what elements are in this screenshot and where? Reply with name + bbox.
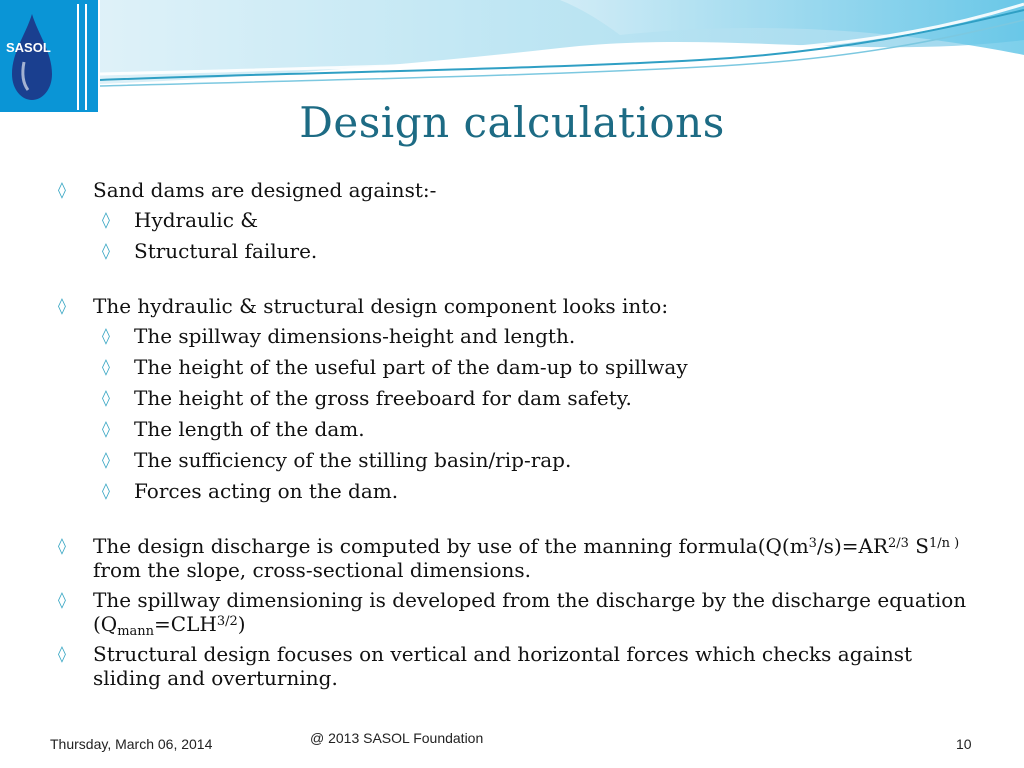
sub-bullet-item: [58, 239, 978, 263]
bullet-item-manning-formula: [58, 534, 978, 582]
bullet-text: Sand dams are designed against:-: [93, 178, 437, 202]
sub-bullet-item: [58, 448, 978, 472]
sub-bullet-item: [58, 386, 978, 410]
water-drop-icon: [0, 0, 98, 112]
bullet-text: The spillway dimensioning is developed from the discharge by the discharge equation $(Q_{mann}=CLH^{3/2})$: [93, 588, 967, 639]
slide-content: [58, 178, 978, 696]
diamond-bullet-icon: ◊: [102, 357, 110, 376]
diamond-bullet-icon: ◊: [102, 450, 110, 469]
sub-bullet-item: [58, 208, 978, 232]
bullet-text: The length of the dam.: [134, 417, 365, 441]
bullet-text: The spillway dimensions-height and length.: [134, 324, 576, 348]
sasol-logo: [0, 0, 98, 112]
bullet-text: Structural failure.: [134, 239, 318, 263]
diamond-bullet-icon: ◊: [58, 296, 66, 315]
page-number: 10: [956, 736, 972, 752]
bullet-text: Structural design focuses on vertical and horizontal forces which checks against sliding and overturning.: [93, 642, 913, 690]
sub-bullet-item: [58, 479, 978, 503]
bullet-text: The design discharge is computed by use of the manning $formula(Q(m^3/s)=AR^{2/3}$ $S^{1/n )}$ from the slope, cross-sectional dimensions.: [93, 534, 960, 582]
diamond-bullet-icon: ◊: [58, 180, 66, 199]
bullet-text: The hydraulic & structural design component looks into:: [93, 294, 669, 318]
diamond-bullet-icon: ◊: [102, 419, 110, 438]
logo-text: SASOL: [6, 40, 51, 55]
bullet-item: [58, 294, 978, 318]
bullet-text: Forces acting on the dam.: [134, 479, 399, 503]
bullet-item: [58, 642, 978, 690]
sub-bullet-item: [58, 355, 978, 379]
footer-date: Thursday, March 06, 2014: [50, 736, 213, 752]
slide-title: Design calculations: [299, 98, 725, 147]
sub-bullet-item: [58, 417, 978, 441]
diamond-bullet-icon: ◊: [102, 388, 110, 407]
bullet-text: The height of the useful part of the dam-up to spillway: [134, 355, 688, 379]
diamond-bullet-icon: ◊: [58, 644, 66, 663]
bullet-text: The height of the gross freeboard for dam safety.: [134, 386, 632, 410]
bullet-text: Hydraulic &: [134, 208, 259, 232]
diamond-bullet-icon: ◊: [102, 326, 110, 345]
bullet-item-discharge-equation: [58, 588, 978, 639]
diamond-bullet-icon: ◊: [102, 481, 110, 500]
diamond-bullet-icon: ◊: [58, 536, 66, 555]
bullet-item: [58, 178, 978, 202]
sub-bullet-item: [58, 324, 978, 348]
footer-copyright: @ 2013 SASOL Foundation: [310, 730, 484, 746]
header-wave-decoration: [0, 0, 1024, 110]
bullet-text: The sufficiency of the stilling basin/rip-rap.: [134, 448, 572, 472]
diamond-bullet-icon: ◊: [102, 241, 110, 260]
diamond-bullet-icon: ◊: [58, 590, 66, 609]
diamond-bullet-icon: ◊: [102, 210, 110, 229]
